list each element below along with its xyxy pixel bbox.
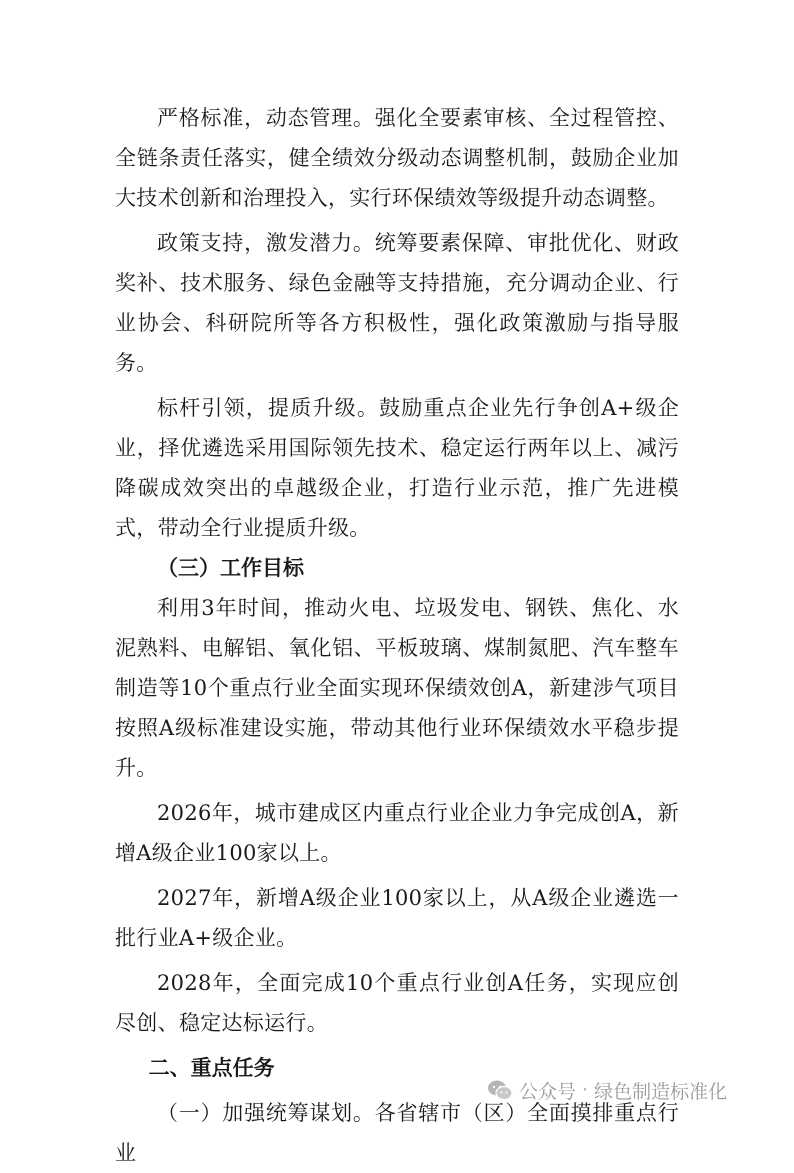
paragraph-rest: 各省辖市（区）全面摸排重点行业 — [115, 1101, 680, 1165]
paragraph-policy-support: 政策支持，激发潜力。统筹要素保障、审批优化、财政奖补、技术服务、绿色金融等支持措施，充分调动企业、行业协会、科研院所等各方积极性，强化政策激励与指导服务。 — [115, 231, 679, 375]
document-body — [115, 98, 679, 1173]
watermark-label-name: 绿色制造标准化 — [594, 1080, 728, 1103]
subheading-work-goals: （三）工作目标 — [157, 556, 304, 580]
paragraph-2026: 2026年，城市建成区内重点行业企业力争完成创A，新增A级企业100家以上。 — [115, 801, 679, 865]
paragraph-strict-standards: 严格标准，动态管理。强化全要素审核、全过程管控、全链条责任落实，健全绩效分级动态调整机制，鼓励企业加大技术创新和治理投入，实行环保绩效等级提升动态调整。 — [115, 106, 679, 210]
watermark-label-account: 公众号 — [519, 1080, 577, 1103]
watermark-separator: · — [582, 1079, 589, 1101]
section-title-key-tasks: 二、重点任务 — [148, 1056, 275, 1080]
paragraph-lead: （一）加强统筹谋划。 — [157, 1101, 375, 1125]
paragraph-coordination — [115, 1093, 679, 1173]
paragraph-three-year-goal: 利用3年时间，推动火电、垃圾发电、钢铁、焦化、水泥熟料、电解铝、氧化铝、平板玻璃、煤制氮肥、汽车整车制造等10个重点行业全面实现环保绩效创A，新建涉气项目按照A级标准建设实施，带动其他行业环保绩效水平稳步提升。 — [115, 596, 679, 780]
paragraph-benchmark: 标杆引领，提质升级。鼓励重点企业先行争创A+级企业，择优遴选采用国际领先技术、稳定运行两年以上、减污降碳成效突出的卓越级企业，打造行业示范，推广先进模式，带动全行业提质升级。 — [115, 396, 679, 540]
paragraph-2028: 2028年，全面完成10个重点行业创A任务，实现应创尽创、稳定达标运行。 — [115, 971, 679, 1035]
wechat-icon — [487, 1078, 513, 1102]
paragraph-2027: 2027年，新增A级企业100家以上，从A级企业遴选一批行业A+级企业。 — [115, 886, 679, 950]
watermark — [487, 1075, 727, 1105]
